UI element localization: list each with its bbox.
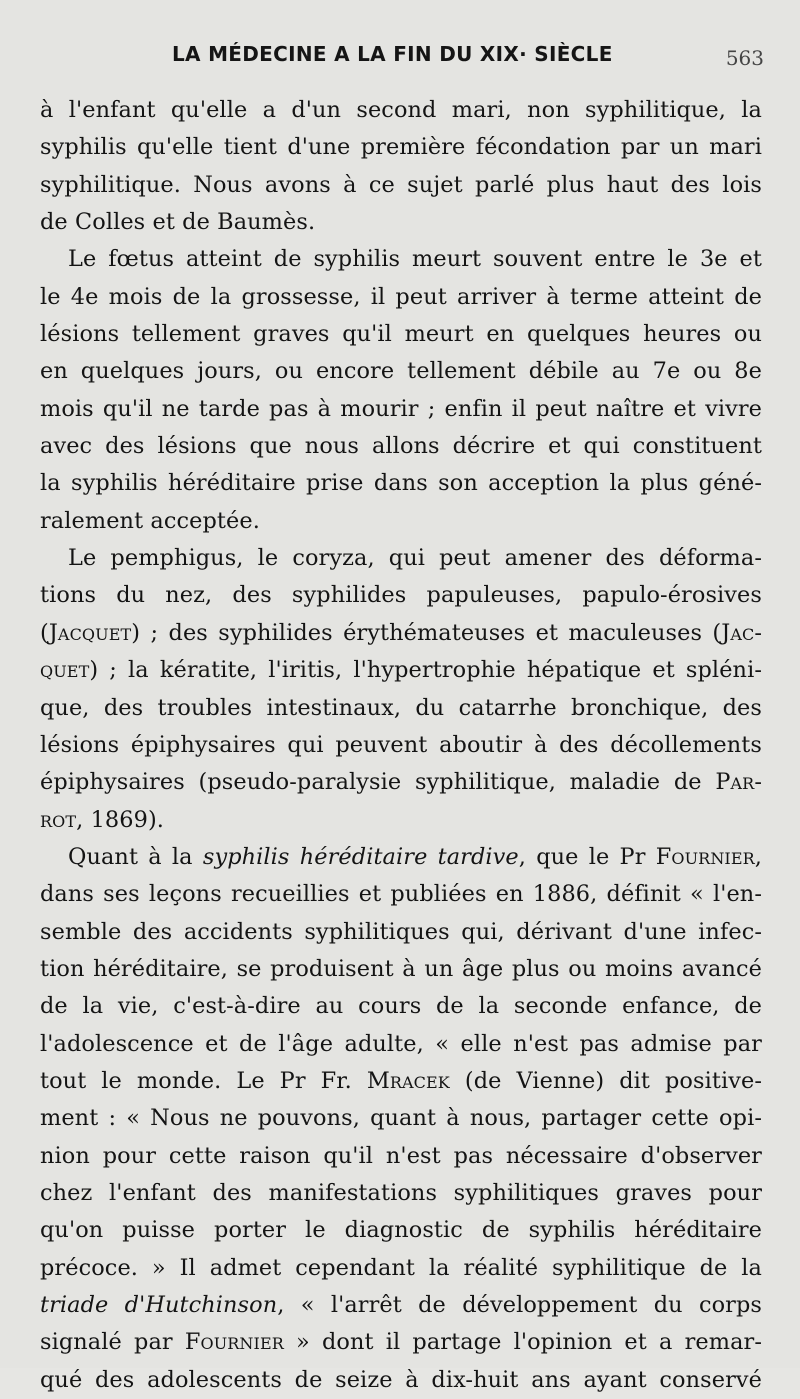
text-line: semble des accidents syphilitiques qui, dérivant d'une infec- [40,918,762,945]
text-span: , « l'arrêt de développement du corps [277,1292,762,1318]
text-span: signalé par [40,1329,185,1356]
author-name-jacquet: Jacquet [48,619,132,646]
author-name-jacquet: quet [40,657,90,684]
text-line: ment : « Nous ne pouvons, quant à nous, partager cette opi- [40,1105,762,1132]
text-line: tion héréditaire, se produisent à un âge plus ou moins avancé [40,955,762,982]
running-title: LA MÉDECINE A LA FIN DU XIX· SIÈCLE [172,42,613,66]
text-line: chez l'enfant des manifestations syphilitiques graves pour [40,1179,762,1206]
author-name-fournier: Fournier [655,843,755,870]
text-span: , 1869). [76,806,165,833]
text-line [40,652,762,689]
author-name-parrot: rot [40,806,77,833]
text-span: ) ; la kératite, l'iritis, l'hypertrophie hépatique et spléni- [89,657,762,684]
text-line: l'adolescence et de l'âge adulte, « elle n'est pas admise par [40,1030,762,1057]
text-span: ( [40,619,49,646]
text-line: qué des adolescents de seize à dix-huit ans ayant conservé [40,1366,762,1393]
author-name-mracek: Mracek [366,1067,450,1094]
text-line: dans ses leçons recueillies et publiées en 1886, définit « l'en- [40,881,762,908]
text-span: Quant à la [68,843,203,870]
page-number: 563 [725,46,764,70]
text-line: nion pour cette raison qu'il n'est pas nécessaire d'observer [40,1142,762,1169]
running-head [40,42,764,78]
text-line: de la vie, c'est-à-dire au cours de la seconde enfance, de [40,993,762,1020]
text-line [40,839,762,876]
text-line: lésions épiphysaires qui peuvent aboutir à des décollements [40,731,762,758]
author-name-parrot: Par- [715,769,762,796]
text-line: qu'on puisse porter le diagnostic de syphilis héréditaire [40,1217,762,1244]
text-line: à l'enfant qu'elle a d'un second mari, non syphilitique, la [40,97,762,123]
author-name-jacquet: Jac- [721,619,762,646]
text-span: , [754,843,762,870]
text-line: mois qu'il ne tarde pas à mourir ; enfin il peut naître et vivre [40,395,762,422]
text-line: le 4e mois de la grossesse, il peut arriver à terme atteint de [40,283,762,310]
text-line [40,615,762,652]
body-text [40,92,762,1399]
text-line: avec des lésions que nous allons décrire et qui constituent [40,433,762,460]
text-line [40,764,762,801]
text-line: lésions tellement graves qu'il meurt en quelques heures ou [40,321,762,348]
text-span: ) ; des syphilides érythémateuses et maculeuses ( [131,619,722,646]
text-span: , que le Pr [518,843,656,870]
text-line: syphilitique. Nous avons à ce sujet parlé plus haut des lois [40,171,762,198]
text-span: » dont il partage l'opinion et a remar- [283,1329,762,1356]
text-line [40,1324,762,1361]
text-line: que, des troubles intestinaux, du catarrhe bronchique, des [40,694,762,721]
text-line [40,1287,762,1324]
text-line [40,1063,762,1100]
text-line: la syphilis héréditaire prise dans son acception la plus géné- [40,470,762,497]
text-span: (de Vienne) dit positive- [449,1067,762,1094]
text-line: Le pemphigus, le coryza, qui peut amener des déforma- [68,545,762,572]
text-line: tions du nez, des syphilides papuleuses, papulo-érosives [40,582,762,609]
text-line: en quelques jours, ou encore tellement débile au 7e ou 8e [40,358,762,385]
text-span: tout le monde. Le Pr Fr. [40,1067,367,1094]
text-line: ralement acceptée. [40,507,260,534]
text-line: Le fœtus atteint de syphilis meurt souvent entre le 3e et [68,246,762,273]
text-line: précoce. » Il admet cependant la réalité syphilitique de la [40,1254,762,1281]
text-line [40,802,762,839]
text-span: épiphysaires (pseudo-paralysie syphilitique, maladie de [40,769,716,796]
italic-term: triade d'Hutchinson [40,1292,278,1318]
italic-term: syphilis héréditaire tardive [202,843,519,870]
text-line: de Colles et de Baumès. [40,209,316,236]
text-line: syphilis qu'elle tient d'une première fécondation par un mari [40,134,762,161]
author-name-fournier: Fournier [184,1329,284,1356]
